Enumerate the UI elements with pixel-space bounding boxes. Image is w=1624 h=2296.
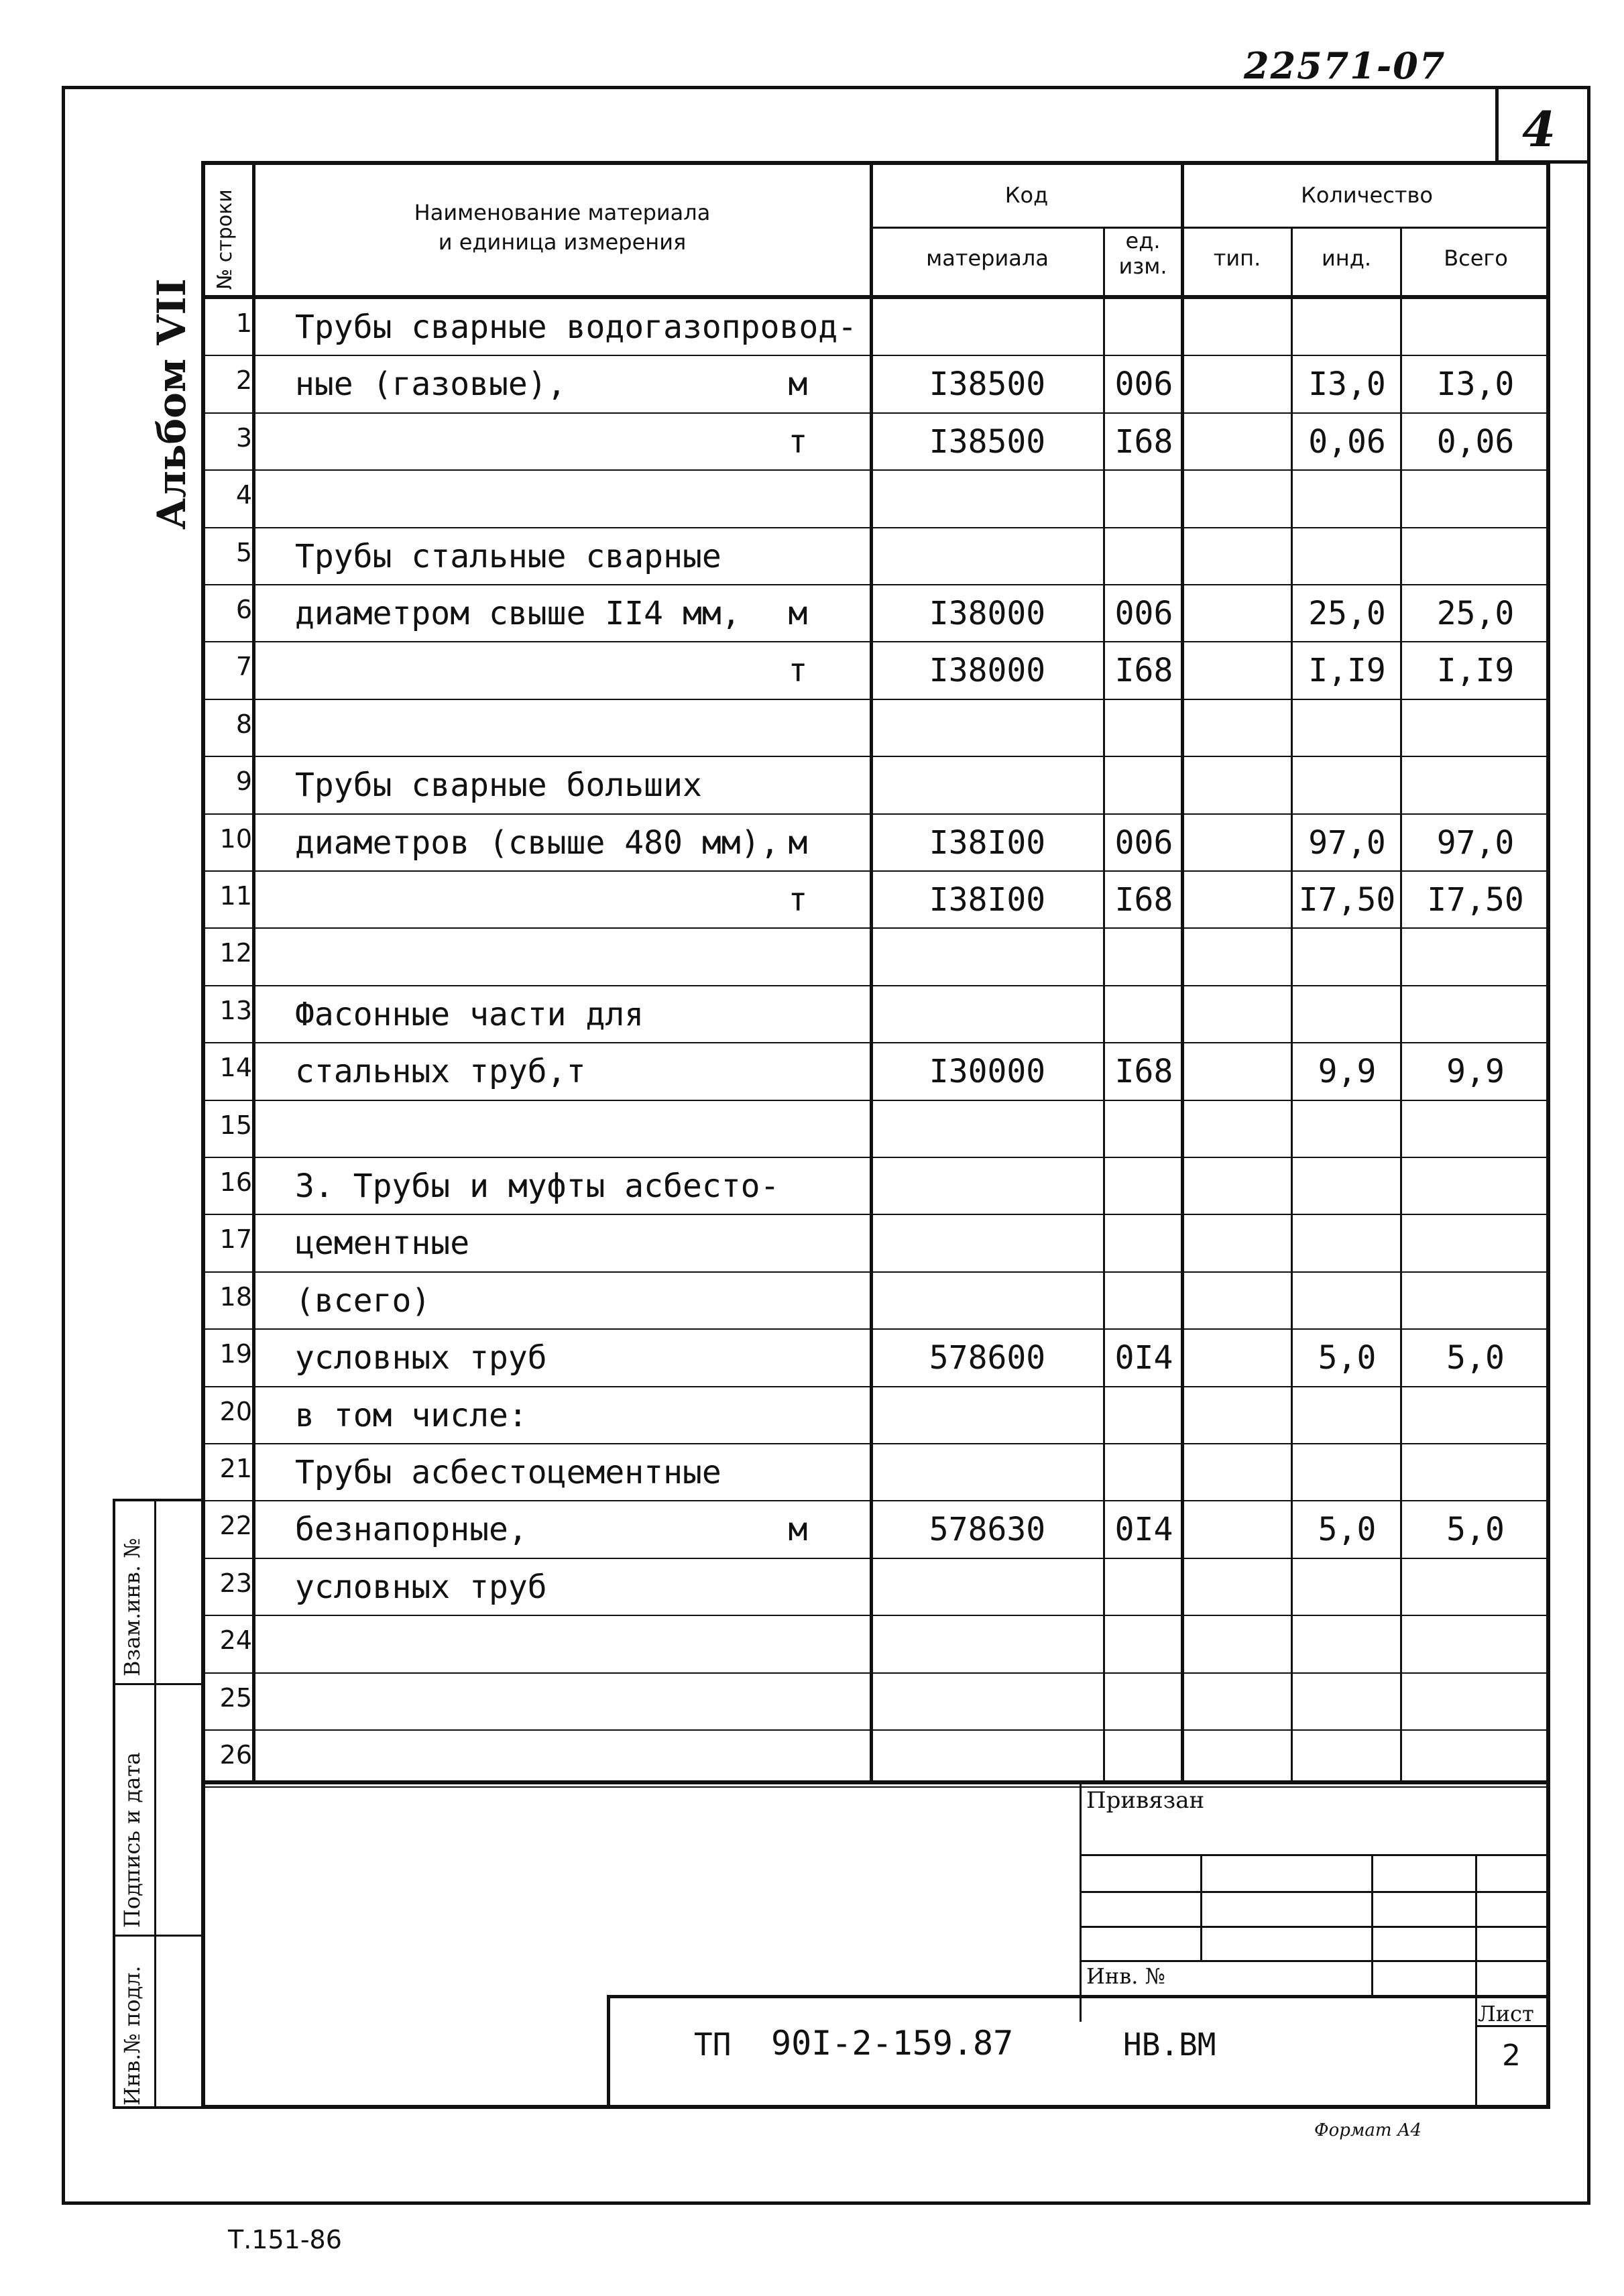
- stamp-vline-3: [1475, 1854, 1477, 2109]
- row-material-name: Фасонные части для: [295, 995, 644, 1033]
- row-unit: м: [788, 365, 808, 404]
- row-separator: [201, 813, 1550, 815]
- header-subline: [870, 227, 1550, 229]
- side-label-replacement-inv: Взам.инв. №: [119, 1538, 145, 1676]
- row-number: 13: [219, 995, 252, 1025]
- stamp-doc-prefix: ТП: [694, 2026, 732, 2063]
- side-strip-line-2: [113, 1935, 205, 1937]
- side-strip-line-1: [113, 1683, 205, 1685]
- stamp-inv-label: Инв. №: [1086, 1963, 1165, 1989]
- header-name: Наименование материала и единица измерения: [414, 200, 711, 255]
- row-number: 12: [219, 938, 252, 968]
- row-number: 16: [219, 1167, 252, 1197]
- header-bottom-line: [201, 295, 1550, 299]
- row-qty-total: 0,06: [1436, 422, 1515, 461]
- row-number: 22: [219, 1511, 252, 1541]
- row-separator: [201, 699, 1550, 700]
- side-label-signature-date: Подпись и дата: [119, 1752, 145, 1928]
- row-separator: [201, 1100, 1550, 1101]
- row-separator: [201, 412, 1550, 414]
- row-material-name: в том числе:: [295, 1396, 528, 1434]
- row-material-code: I38500: [929, 422, 1046, 461]
- row-material-code: 578600: [929, 1339, 1046, 1377]
- row-separator: [201, 584, 1550, 585]
- row-number: 6: [235, 595, 252, 624]
- name-column-line: [870, 161, 873, 1782]
- stamp-sheet-label: Лист: [1478, 2001, 1534, 2026]
- row-material-name: условных труб: [295, 1568, 547, 1606]
- row-unit: м: [788, 823, 808, 862]
- row-qty-ind: 5,0: [1318, 1511, 1377, 1549]
- row-qty-ind: I7,50: [1298, 881, 1396, 919]
- row-number: 15: [219, 1110, 252, 1140]
- stamp-left-divider: [1080, 1780, 1082, 2022]
- row-qty-ind: I3,0: [1308, 365, 1386, 404]
- row-material-name: Трубы стальные сварные: [295, 537, 721, 575]
- row-material-name: Трубы асбестоцементные: [295, 1454, 721, 1491]
- row-material-name: стальных труб,т: [295, 1053, 586, 1091]
- header-row-number: № строки: [213, 189, 237, 290]
- row-separator: [201, 1672, 1550, 1674]
- row-number: 14: [219, 1053, 252, 1083]
- row-unit-code: 0I4: [1114, 1511, 1173, 1549]
- row-qty-ind: 97,0: [1308, 823, 1386, 862]
- stamp-bound-label: Привязан: [1086, 1787, 1205, 1814]
- row-unit-code: 0I4: [1114, 1339, 1173, 1377]
- row-qty-total: 97,0: [1436, 823, 1515, 862]
- row-material-name: Трубы сварные водогазопровод-: [295, 308, 858, 346]
- row-material-name: Трубы сварные больших: [295, 766, 702, 805]
- row-number: 2: [235, 365, 252, 396]
- row-unit: т: [788, 422, 808, 461]
- header-quantity: Количество: [1301, 182, 1433, 208]
- row-qty-ind: 5,0: [1318, 1339, 1377, 1377]
- stamp-line-2: [1080, 1891, 1550, 1893]
- row-number: 25: [219, 1682, 252, 1713]
- row-qty-total: I7,50: [1427, 881, 1524, 919]
- row-number: 19: [219, 1339, 252, 1369]
- row-separator: [201, 469, 1550, 471]
- row-material-code: 578630: [929, 1511, 1046, 1549]
- tip-column-line: [1291, 227, 1293, 1782]
- row-material-name: условных труб: [295, 1339, 547, 1377]
- row-separator: [201, 756, 1550, 757]
- row-unit-code: I68: [1114, 881, 1173, 919]
- row-separator: [201, 927, 1550, 929]
- header-qty-total: Всего: [1444, 245, 1508, 271]
- row-separator: [201, 1443, 1550, 1444]
- form-code: Т.151-86: [228, 2225, 342, 2254]
- stamp-top-line: [201, 1780, 1550, 1784]
- row-separator: [201, 1042, 1550, 1043]
- row-material-name: безнапорные,: [295, 1511, 528, 1549]
- stamp-doc-suffix: НВ.ВМ: [1123, 2026, 1216, 2063]
- row-number: 21: [219, 1454, 252, 1483]
- row-unit-code: 006: [1114, 595, 1173, 632]
- row-material-name: 3. Трубы и муфты асбесто-: [295, 1167, 780, 1205]
- row-number: 8: [235, 709, 252, 739]
- row-unit-code: I68: [1114, 422, 1173, 461]
- ind-column-line: [1400, 227, 1402, 1782]
- header-qty-ind: инд.: [1321, 245, 1371, 271]
- row-material-code: I38000: [929, 652, 1046, 690]
- row-number: 1: [235, 308, 252, 338]
- stamp-vline-2: [1371, 1854, 1373, 1995]
- side-strip-divider: [154, 1499, 156, 2109]
- row-material-code: I38000: [929, 595, 1046, 632]
- row-material-code: I38I00: [929, 823, 1046, 862]
- row-number: 4: [235, 480, 252, 510]
- row-number: 9: [235, 766, 252, 797]
- row-qty-total: 9,9: [1446, 1053, 1505, 1091]
- stamp-doc-code: 90I-2-159.87: [771, 2024, 1014, 2063]
- code-qty-divider: [1181, 161, 1184, 1782]
- row-material-name: (всего): [295, 1281, 431, 1320]
- row-material-name: цементные: [295, 1224, 470, 1263]
- row-number: 17: [219, 1224, 252, 1255]
- row-separator: [201, 985, 1550, 986]
- row-number: 23: [219, 1568, 252, 1598]
- row-material-name: диаметром свыше II4 мм,: [295, 595, 741, 632]
- row-qty-total: I,I9: [1436, 652, 1515, 690]
- row-material-name: диаметров (свыше 480 мм),: [295, 823, 780, 862]
- stamp-sheet-number: 2: [1502, 2039, 1521, 2073]
- row-number: 10: [219, 823, 252, 854]
- row-unit: м: [788, 1511, 808, 1549]
- row-unit: м: [788, 595, 808, 632]
- row-separator: [201, 1328, 1550, 1330]
- row-qty-ind: 9,9: [1318, 1053, 1377, 1091]
- row-separator: [201, 1500, 1550, 1501]
- stamp-line-4: [1080, 1960, 1550, 1962]
- stamp-code-left-line: [607, 1995, 610, 2109]
- row-number: 5: [235, 537, 252, 567]
- row-unit: т: [788, 652, 808, 690]
- row-separator: [201, 1615, 1550, 1616]
- row-qty-total: 25,0: [1436, 595, 1515, 632]
- row-separator: [201, 641, 1550, 642]
- row-material-code: I38500: [929, 365, 1046, 404]
- row-unit: т: [788, 881, 808, 919]
- format-label: Формат А4: [1314, 2120, 1422, 2140]
- row-unit-code: 006: [1114, 365, 1173, 404]
- row-number: 11: [219, 881, 252, 911]
- row-unit-code: I68: [1114, 1053, 1173, 1091]
- row-qty-total: I3,0: [1436, 365, 1515, 404]
- row-separator: [201, 1729, 1550, 1731]
- header-code: Код: [1004, 182, 1049, 208]
- row-separator: [201, 1271, 1550, 1273]
- row-qty-ind: 25,0: [1308, 595, 1386, 632]
- album-label: Альбом VII: [149, 278, 194, 530]
- row-separator: [201, 1386, 1550, 1387]
- document-number: 22571-07: [1244, 44, 1446, 87]
- row-number: 20: [219, 1396, 252, 1426]
- header-code-unit: ед. изм.: [1118, 228, 1167, 279]
- header-qty-type: тип.: [1213, 245, 1261, 271]
- row-unit-code: 006: [1114, 823, 1173, 862]
- row-separator: [201, 1214, 1550, 1215]
- header-code-material: материала: [926, 245, 1049, 271]
- row-unit-code: I68: [1114, 652, 1173, 690]
- row-separator: [201, 1558, 1550, 1559]
- row-separator: [201, 870, 1550, 872]
- mat-column-line: [1103, 227, 1105, 1782]
- row-qty-total: 5,0: [1446, 1339, 1505, 1377]
- row-qty-total: 5,0: [1446, 1511, 1505, 1549]
- rownum-column-line: [252, 161, 255, 1782]
- corner-number: 4: [1522, 101, 1556, 158]
- row-number: 7: [235, 652, 252, 682]
- stamp-line-3: [1080, 1926, 1550, 1928]
- row-number: 18: [219, 1281, 252, 1312]
- row-material-name: ные (газовые),: [295, 365, 567, 404]
- row-separator: [201, 1157, 1550, 1158]
- row-separator: [201, 355, 1550, 356]
- row-number: 3: [235, 422, 252, 453]
- row-separator: [201, 527, 1550, 528]
- row-number: 24: [219, 1625, 252, 1656]
- stamp-vline-1: [1200, 1854, 1202, 1960]
- row-material-code: I30000: [929, 1053, 1046, 1091]
- row-qty-ind: I,I9: [1308, 652, 1386, 690]
- row-material-code: I38I00: [929, 881, 1046, 919]
- stamp-code-top-line: [607, 1995, 1550, 1998]
- stamp-line-1: [1080, 1854, 1550, 1856]
- row-qty-ind: 0,06: [1308, 422, 1386, 461]
- side-label-original-inv: Инв.№ подл.: [119, 1965, 145, 2106]
- row-separator: [201, 1786, 1550, 1788]
- row-number: 26: [219, 1740, 252, 1770]
